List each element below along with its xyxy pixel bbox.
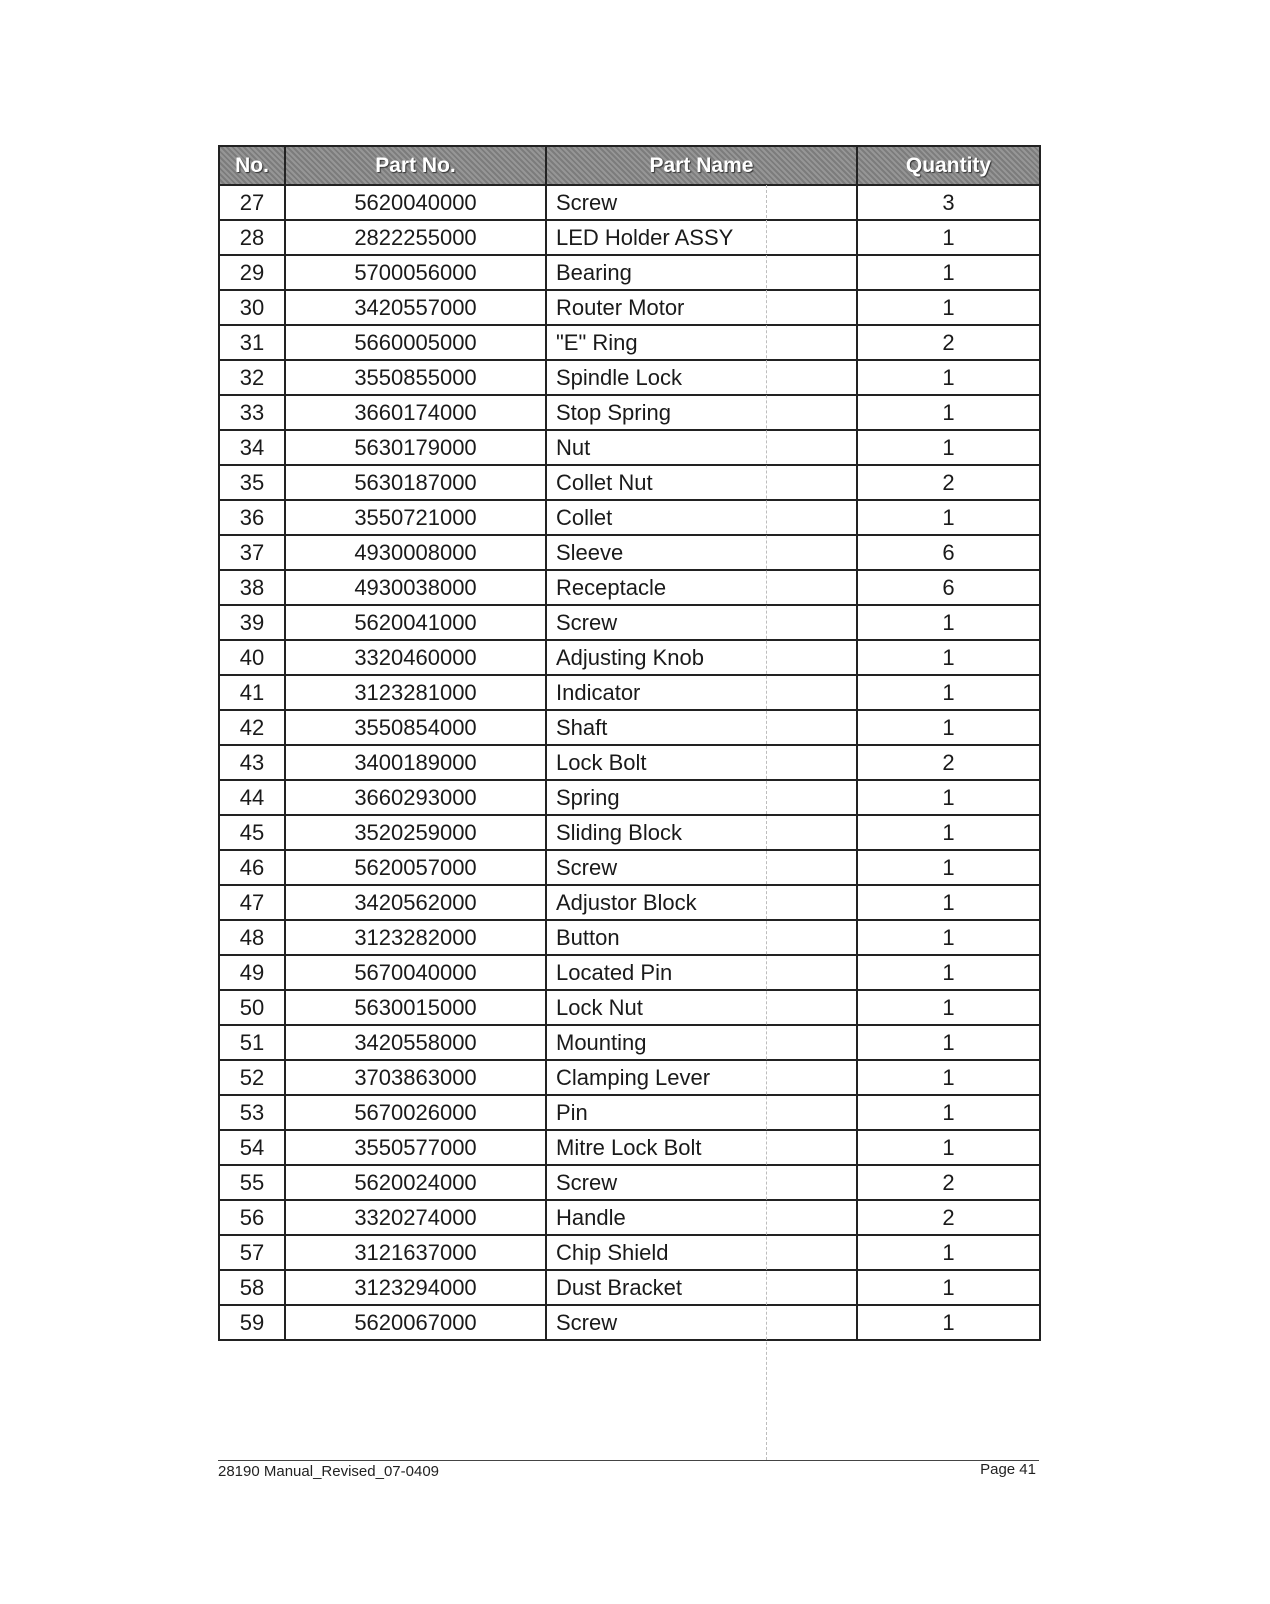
row-part-name: Lock Bolt — [546, 745, 857, 780]
table-row — [219, 990, 1040, 1025]
row-part-name: Screw — [546, 1165, 857, 1200]
row-part-name: Button — [546, 920, 857, 955]
row-quantity: 2 — [857, 1200, 1040, 1235]
row-part-no: 5670040000 — [285, 955, 546, 990]
row-part-no: 5620040000 — [285, 185, 546, 220]
row-part-name: Indicator — [546, 675, 857, 710]
row-part-name: Clamping Lever — [546, 1060, 857, 1095]
table-row — [219, 1025, 1040, 1060]
row-number: 36 — [219, 500, 285, 535]
row-quantity: 1 — [857, 1025, 1040, 1060]
row-quantity: 1 — [857, 360, 1040, 395]
row-part-no: 5630187000 — [285, 465, 546, 500]
table-row — [219, 605, 1040, 640]
row-quantity: 3 — [857, 185, 1040, 220]
row-part-name: Spindle Lock — [546, 360, 857, 395]
row-part-name: Chip Shield — [546, 1235, 857, 1270]
footer-page-number: Page 41 — [980, 1461, 1036, 1478]
table-row — [219, 500, 1040, 535]
row-part-no: 5620067000 — [285, 1305, 546, 1340]
table-row — [219, 640, 1040, 675]
row-quantity: 1 — [857, 1095, 1040, 1130]
row-quantity: 1 — [857, 220, 1040, 255]
row-number: 50 — [219, 990, 285, 1025]
row-part-no: 3660174000 — [285, 395, 546, 430]
row-number: 44 — [219, 780, 285, 815]
row-part-no: 5620057000 — [285, 850, 546, 885]
row-quantity: 1 — [857, 255, 1040, 290]
row-number: 45 — [219, 815, 285, 850]
table-row — [219, 780, 1040, 815]
row-quantity: 1 — [857, 780, 1040, 815]
row-number: 34 — [219, 430, 285, 465]
table-row — [219, 570, 1040, 605]
row-quantity: 1 — [857, 955, 1040, 990]
row-part-no: 5630015000 — [285, 990, 546, 1025]
row-part-no: 3420558000 — [285, 1025, 546, 1060]
row-quantity: 2 — [857, 325, 1040, 360]
table-row — [219, 710, 1040, 745]
row-number: 30 — [219, 290, 285, 325]
row-part-no: 3550854000 — [285, 710, 546, 745]
row-part-no: 3400189000 — [285, 745, 546, 780]
row-part-no: 3550855000 — [285, 360, 546, 395]
row-number: 56 — [219, 1200, 285, 1235]
table-row — [219, 185, 1040, 220]
row-number: 52 — [219, 1060, 285, 1095]
row-number: 48 — [219, 920, 285, 955]
table-row — [219, 1130, 1040, 1165]
row-part-no: 3121637000 — [285, 1235, 546, 1270]
row-quantity: 1 — [857, 850, 1040, 885]
table-row — [219, 955, 1040, 990]
row-quantity: 2 — [857, 745, 1040, 780]
table-row — [219, 920, 1040, 955]
row-part-name: Screw — [546, 605, 857, 640]
row-part-no: 5620041000 — [285, 605, 546, 640]
row-part-no: 3123281000 — [285, 675, 546, 710]
table-row — [219, 850, 1040, 885]
header-part-name: Part Name — [546, 146, 857, 185]
row-number: 42 — [219, 710, 285, 745]
row-number: 31 — [219, 325, 285, 360]
row-part-name: Mounting — [546, 1025, 857, 1060]
row-part-name: LED Holder ASSY — [546, 220, 857, 255]
row-number: 51 — [219, 1025, 285, 1060]
row-part-no: 4930008000 — [285, 535, 546, 570]
row-part-no: 3703863000 — [285, 1060, 546, 1095]
row-number: 39 — [219, 605, 285, 640]
row-part-no: 3123294000 — [285, 1270, 546, 1305]
row-quantity: 6 — [857, 535, 1040, 570]
row-part-name: "E" Ring — [546, 325, 857, 360]
table-row — [219, 1165, 1040, 1200]
row-part-no: 3320274000 — [285, 1200, 546, 1235]
row-part-name: Bearing — [546, 255, 857, 290]
row-part-no: 5660005000 — [285, 325, 546, 360]
footer-rule — [218, 1460, 1039, 1461]
row-part-no: 3320460000 — [285, 640, 546, 675]
row-part-name: Sliding Block — [546, 815, 857, 850]
row-quantity: 1 — [857, 1130, 1040, 1165]
row-number: 33 — [219, 395, 285, 430]
table-row — [219, 815, 1040, 850]
row-number: 35 — [219, 465, 285, 500]
row-number: 38 — [219, 570, 285, 605]
row-part-no: 3123282000 — [285, 920, 546, 955]
row-part-no: 4930038000 — [285, 570, 546, 605]
row-part-no: 5620024000 — [285, 1165, 546, 1200]
row-part-name: Screw — [546, 185, 857, 220]
row-number: 54 — [219, 1130, 285, 1165]
row-part-no: 3420562000 — [285, 885, 546, 920]
row-number: 28 — [219, 220, 285, 255]
row-part-no: 5700056000 — [285, 255, 546, 290]
row-part-name: Stop Spring — [546, 395, 857, 430]
row-part-no: 3520259000 — [285, 815, 546, 850]
row-number: 40 — [219, 640, 285, 675]
row-part-name: Nut — [546, 430, 857, 465]
table-row — [219, 535, 1040, 570]
row-quantity: 1 — [857, 1305, 1040, 1340]
table-row — [219, 675, 1040, 710]
row-quantity: 1 — [857, 920, 1040, 955]
table-row — [219, 360, 1040, 395]
row-number: 29 — [219, 255, 285, 290]
table-row — [219, 430, 1040, 465]
row-quantity: 1 — [857, 990, 1040, 1025]
parts-table — [218, 145, 1041, 1341]
row-quantity: 1 — [857, 605, 1040, 640]
fold-line — [766, 185, 767, 1460]
row-quantity: 1 — [857, 290, 1040, 325]
table-row — [219, 745, 1040, 780]
row-quantity: 1 — [857, 815, 1040, 850]
row-part-name: Spring — [546, 780, 857, 815]
table-row — [219, 1200, 1040, 1235]
row-part-no: 3660293000 — [285, 780, 546, 815]
row-number: 47 — [219, 885, 285, 920]
row-part-no: 5630179000 — [285, 430, 546, 465]
row-part-name: Shaft — [546, 710, 857, 745]
row-part-name: Screw — [546, 850, 857, 885]
row-part-name: Dust Bracket — [546, 1270, 857, 1305]
row-part-name: Screw — [546, 1305, 857, 1340]
row-number: 49 — [219, 955, 285, 990]
header-quantity: Quantity — [857, 146, 1040, 185]
row-part-name: Mitre Lock Bolt — [546, 1130, 857, 1165]
row-number: 46 — [219, 850, 285, 885]
row-quantity: 1 — [857, 395, 1040, 430]
row-number: 58 — [219, 1270, 285, 1305]
row-part-name: Handle — [546, 1200, 857, 1235]
row-number: 41 — [219, 675, 285, 710]
row-part-name: Adjustor Block — [546, 885, 857, 920]
row-number: 37 — [219, 535, 285, 570]
row-part-name: Router Motor — [546, 290, 857, 325]
row-quantity: 1 — [857, 1235, 1040, 1270]
row-part-name: Adjusting Knob — [546, 640, 857, 675]
row-part-name: Pin — [546, 1095, 857, 1130]
row-number: 55 — [219, 1165, 285, 1200]
table-row — [219, 395, 1040, 430]
row-quantity: 1 — [857, 710, 1040, 745]
row-number: 57 — [219, 1235, 285, 1270]
row-quantity: 2 — [857, 465, 1040, 500]
row-quantity: 1 — [857, 500, 1040, 535]
row-quantity: 1 — [857, 675, 1040, 710]
header-row — [219, 146, 1040, 185]
table-row — [219, 1235, 1040, 1270]
row-part-name: Located Pin — [546, 955, 857, 990]
row-part-no: 3420557000 — [285, 290, 546, 325]
parts-body — [219, 185, 1040, 1340]
table-row — [219, 1095, 1040, 1130]
table-row — [219, 220, 1040, 255]
row-quantity: 2 — [857, 1165, 1040, 1200]
table-row — [219, 1305, 1040, 1340]
row-number: 43 — [219, 745, 285, 780]
table-row — [219, 1270, 1040, 1305]
row-number: 27 — [219, 185, 285, 220]
row-quantity: 1 — [857, 1270, 1040, 1305]
row-number: 53 — [219, 1095, 285, 1130]
header-no: No. — [219, 146, 285, 185]
row-number: 59 — [219, 1305, 285, 1340]
row-part-no: 2822255000 — [285, 220, 546, 255]
table-row — [219, 1060, 1040, 1095]
table-row — [219, 885, 1040, 920]
row-quantity: 1 — [857, 430, 1040, 465]
row-part-name: Receptacle — [546, 570, 857, 605]
row-quantity: 1 — [857, 640, 1040, 675]
header-part-no: Part No. — [285, 146, 546, 185]
row-part-name: Sleeve — [546, 535, 857, 570]
table-row — [219, 255, 1040, 290]
row-part-name: Collet — [546, 500, 857, 535]
row-number: 32 — [219, 360, 285, 395]
row-quantity: 1 — [857, 885, 1040, 920]
row-part-no: 3550721000 — [285, 500, 546, 535]
row-part-name: Lock Nut — [546, 990, 857, 1025]
row-quantity: 1 — [857, 1060, 1040, 1095]
row-part-no: 3550577000 — [285, 1130, 546, 1165]
table-row — [219, 325, 1040, 360]
table-row — [219, 290, 1040, 325]
row-quantity: 6 — [857, 570, 1040, 605]
row-part-name: Collet Nut — [546, 465, 857, 500]
row-part-no: 5670026000 — [285, 1095, 546, 1130]
table-row — [219, 465, 1040, 500]
footer-doc-id: 28190 Manual_Revised_07-0409 — [218, 1463, 440, 1480]
